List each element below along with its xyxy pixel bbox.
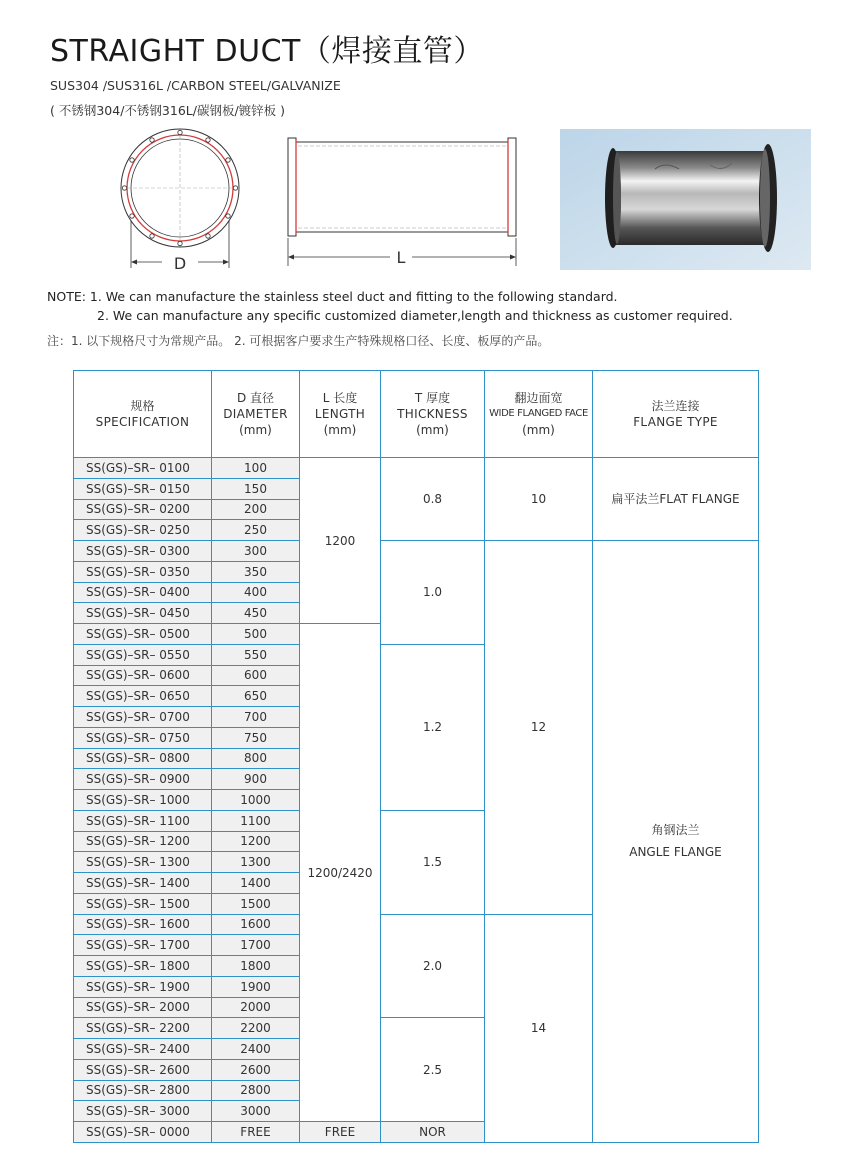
note-line-2: 2. We can manufacture any specific customized diameter,length and thickness as customer required. <box>97 308 733 323</box>
note-line-cn: 注：1. 以下规格尺寸为常规产品。 2. 可根据客户要求生产特殊规格口径、长度、板厚的产品。 <box>47 334 550 348</box>
spec-cell: SS(GS)–SR– 0550 <box>74 644 212 665</box>
duct-side-view-drawing <box>282 128 527 273</box>
diameter-cell: 1300 <box>212 852 300 873</box>
thickness-cell: 2.0 <box>381 914 485 1018</box>
spec-cell: SS(GS)–SR– 2000 <box>74 997 212 1018</box>
table-header-row <box>74 371 759 458</box>
diameter-cell: 450 <box>212 603 300 624</box>
duct-front-view-drawing <box>115 128 255 273</box>
header-flange-face: 翻边面宽 WIDE FLANGED FACE (mm) <box>485 371 593 458</box>
thickness-cell: 0.8 <box>381 458 485 541</box>
spec-cell: SS(GS)–SR– 0500 <box>74 624 212 645</box>
spec-cell: SS(GS)–SR– 1400 <box>74 873 212 894</box>
flange-face-cell: 10 <box>485 458 593 541</box>
spec-cell: SS(GS)–SR– 2200 <box>74 1018 212 1039</box>
thickness-cell: NOR <box>381 1122 485 1143</box>
spec-cell: SS(GS)–SR– 1200 <box>74 831 212 852</box>
diameter-cell: 550 <box>212 644 300 665</box>
header-specification: 规格 SPECIFICATION <box>74 371 212 458</box>
thickness-cell: 1.5 <box>381 810 485 914</box>
header-flange-type: 法兰连接 FLANGE TYPE <box>593 371 759 458</box>
flange-face-cell: 14 <box>485 914 593 1142</box>
diameter-cell: 700 <box>212 707 300 728</box>
spec-cell: SS(GS)–SR– 0600 <box>74 665 212 686</box>
spec-cell: SS(GS)–SR– 1700 <box>74 935 212 956</box>
spec-cell: SS(GS)–SR– 1300 <box>74 852 212 873</box>
flange-face-cell: 12 <box>485 541 593 915</box>
spec-cell: SS(GS)–SR– 0150 <box>74 478 212 499</box>
diameter-cell: 1000 <box>212 790 300 811</box>
diameter-cell: 1800 <box>212 956 300 977</box>
thickness-cell: 2.5 <box>381 1018 485 1122</box>
spec-cell: SS(GS)–SR– 0450 <box>74 603 212 624</box>
diameter-cell: 350 <box>212 561 300 582</box>
diameter-cell: FREE <box>212 1122 300 1143</box>
table-body <box>74 458 759 1143</box>
length-cell: 1200/2420 <box>300 624 381 1122</box>
diameter-cell: 2200 <box>212 1018 300 1039</box>
header-diameter: D 直径 DIAMETER (mm) <box>212 371 300 458</box>
duct-product-photo <box>560 129 811 270</box>
header-length: L 长度 LENGTH (mm) <box>300 371 381 458</box>
spec-cell: SS(GS)–SR– 1600 <box>74 914 212 935</box>
diameter-cell: 1600 <box>212 914 300 935</box>
diameter-cell: 2800 <box>212 1080 300 1101</box>
length-cell: FREE <box>300 1122 381 1143</box>
diameter-label: D <box>173 254 187 273</box>
spec-cell: SS(GS)–SR– 0350 <box>74 561 212 582</box>
diameter-cell: 2000 <box>212 997 300 1018</box>
diameter-cell: 400 <box>212 582 300 603</box>
diameter-cell: 200 <box>212 499 300 520</box>
diameter-cell: 1500 <box>212 893 300 914</box>
diameter-cell: 1200 <box>212 831 300 852</box>
spec-cell: SS(GS)–SR– 2600 <box>74 1059 212 1080</box>
diameter-cell: 750 <box>212 727 300 748</box>
diameter-cell: 1400 <box>212 873 300 894</box>
spec-cell: SS(GS)–SR– 0200 <box>74 499 212 520</box>
diameter-cell: 3000 <box>212 1101 300 1122</box>
note-line-1: NOTE: 1. We can manufacture the stainless steel duct and fitting to the following standard. <box>47 289 618 304</box>
spec-cell: SS(GS)–SR– 0250 <box>74 520 212 541</box>
spec-cell: SS(GS)–SR– 0900 <box>74 769 212 790</box>
diameter-cell: 100 <box>212 458 300 479</box>
diameter-cell: 2600 <box>212 1059 300 1080</box>
diameter-cell: 1700 <box>212 935 300 956</box>
header-thickness: T 厚度 THICKNESS (mm) <box>381 371 485 458</box>
length-label: L <box>396 248 406 267</box>
spec-cell: SS(GS)–SR– 1500 <box>74 893 212 914</box>
spec-cell: SS(GS)–SR– 0650 <box>74 686 212 707</box>
diameter-cell: 250 <box>212 520 300 541</box>
diameter-cell: 650 <box>212 686 300 707</box>
spec-cell: SS(GS)–SR– 2400 <box>74 1039 212 1060</box>
diameter-cell: 300 <box>212 541 300 562</box>
materials-text-cn: ( 不锈钢304/不锈钢316L/碳钢板/镀锌板 ) <box>50 103 286 118</box>
diameter-cell: 500 <box>212 624 300 645</box>
length-cell: 1200 <box>300 458 381 624</box>
spec-cell: SS(GS)–SR– 0750 <box>74 727 212 748</box>
spec-cell: SS(GS)–SR– 1800 <box>74 956 212 977</box>
flange-type-cell: 角钢法兰 ANGLE FLANGE <box>593 541 759 1143</box>
diameter-cell: 600 <box>212 665 300 686</box>
table-row <box>74 541 759 562</box>
diameter-cell: 1100 <box>212 810 300 831</box>
spec-cell: SS(GS)–SR– 1100 <box>74 810 212 831</box>
spec-cell: SS(GS)–SR– 0000 <box>74 1122 212 1143</box>
spec-cell: SS(GS)–SR– 1000 <box>74 790 212 811</box>
spec-cell: SS(GS)–SR– 0100 <box>74 458 212 479</box>
flange-type-cell: 扁平法兰FLAT FLANGE <box>593 458 759 541</box>
thickness-cell: 1.0 <box>381 541 485 645</box>
diameter-cell: 1900 <box>212 976 300 997</box>
diameter-cell: 800 <box>212 748 300 769</box>
specification-table <box>73 370 759 1143</box>
spec-cell: SS(GS)–SR– 3000 <box>74 1101 212 1122</box>
spec-cell: SS(GS)–SR– 0700 <box>74 707 212 728</box>
spec-cell: SS(GS)–SR– 0300 <box>74 541 212 562</box>
diameter-cell: 2400 <box>212 1039 300 1060</box>
table-row <box>74 458 759 479</box>
page-title: STRAIGHT DUCT（焊接直管） <box>50 34 484 69</box>
diameter-cell: 150 <box>212 478 300 499</box>
thickness-cell: 1.2 <box>381 644 485 810</box>
materials-text: SUS304 /SUS316L /CARBON STEEL/GALVANIZE <box>50 78 341 93</box>
spec-cell: SS(GS)–SR– 1900 <box>74 976 212 997</box>
spec-cell: SS(GS)–SR– 0800 <box>74 748 212 769</box>
spec-cell: SS(GS)–SR– 0400 <box>74 582 212 603</box>
spec-cell: SS(GS)–SR– 2800 <box>74 1080 212 1101</box>
diameter-cell: 900 <box>212 769 300 790</box>
